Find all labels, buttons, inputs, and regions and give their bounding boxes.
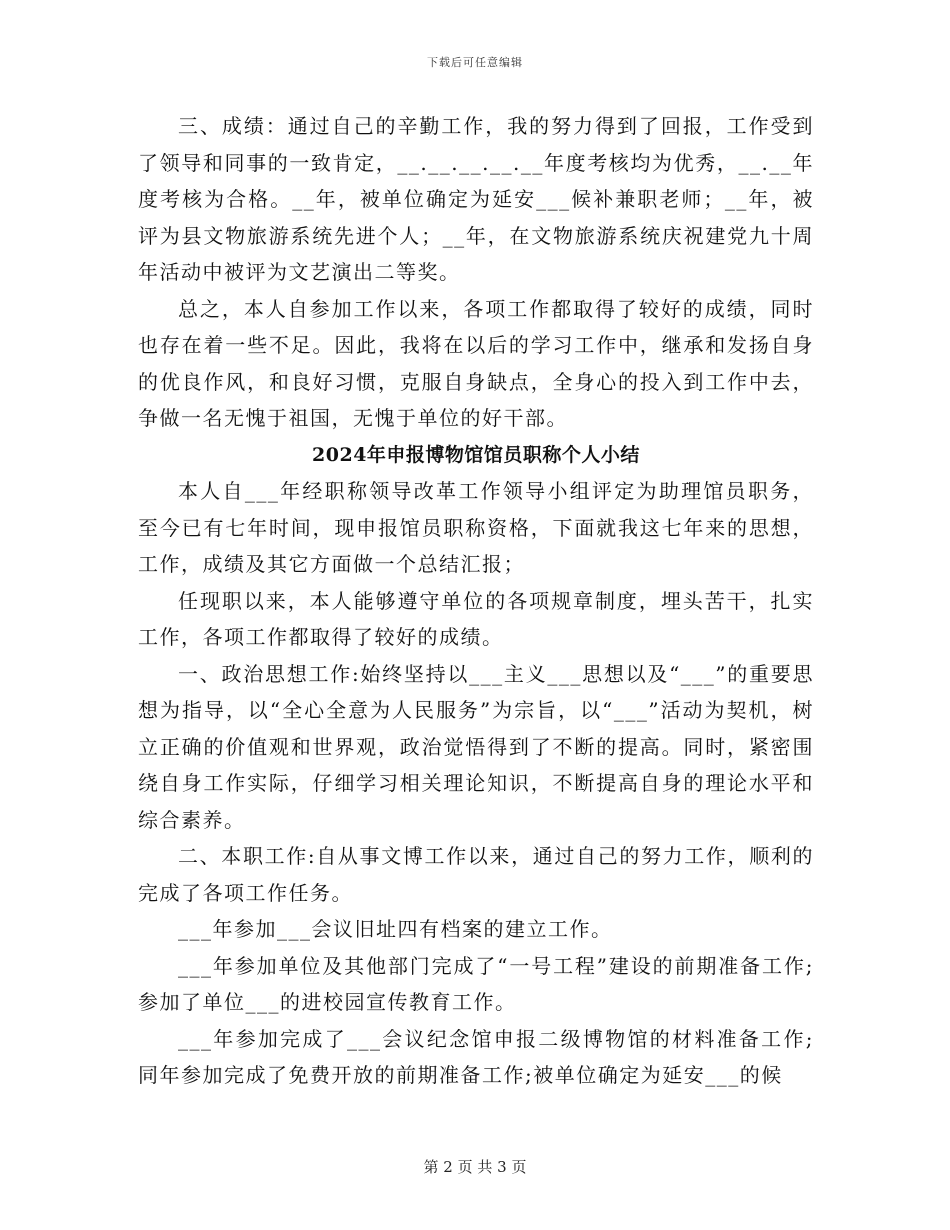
paragraph-summary: 总之，本人自参加工作以来，各项工作都取得了较好的成绩，同时也存在着一些不足。因此，我将在以后的学习工作中，继承和发扬自身的优良作风，和良好习惯，克服自身缺点，全身心的投入到工作中去，争做一名无愧于祖国，无愧于单位的好干部。 bbox=[138, 296, 814, 430]
paragraph-item-archives: ___年参加___会议旧址四有档案的建立工作。 bbox=[178, 917, 613, 941]
paragraph-achievements: 三、成绩：通过自己的辛勤工作，我的努力得到了回报，工作受到了领导和同事的一致肯定，__.__.__.__.__年度考核均为优秀，__.__年度考核为合格。__年，被单位确定为延安___候补兼职老师；__年，被评为县文物旅游系统先进个人；__年，在文物旅游系统庆祝建党九十周年活动中被评为文艺演出二等奖。 bbox=[138, 114, 814, 284]
paragraph-item-project: ___年参加单位及其他部门完成了“一号工程”建设的前期准备工作;参加了单位___的进校园宣传教育工作。 bbox=[138, 953, 814, 1014]
document-body bbox=[138, 108, 814, 1094]
document-title: 2024年申报博物馆馆员职称个人小结 bbox=[312, 443, 640, 466]
paragraph-item-museum: ___年参加完成了___会议纪念馆申报二级博物馆的材料准备工作;同年参加完成了免费开放的前期准备工作;被单位确定为延安___的候 bbox=[138, 1026, 814, 1087]
paragraph-overview: 任现职以来，本人能够遵守单位的各项规章制度，埋头苦干，扎实工作，各项工作都取得了较好的成绩。 bbox=[138, 588, 814, 649]
paragraph-duties: 二、本职工作:自从事文博工作以来，通过自己的努力工作，顺利的完成了各项工作任务。 bbox=[138, 844, 814, 905]
paragraph-political: 一、政治思想工作:始终坚持以___主义___思想以及“___”的重要思想为指导，以“全心全意为人民服务”为宗旨，以“___”活动为契机，树立正确的价值观和世界观，政治觉悟得到了不断的提高。同时，紧密围绕自身工作实际，仔细学习相关理论知识，不断提高自身的理论水平和综合素养。 bbox=[138, 661, 814, 832]
paragraph-opening: 本人自___年经职称领导改革工作领导小组评定为助理馆员职务，至今已有七年时间，现申报馆员职称资格，下面就我这七年来的思想，工作，成绩及其它方面做一个总结汇报； bbox=[138, 479, 814, 576]
page-number: 第 2 页 共 3 页 bbox=[423, 1158, 527, 1176]
header-note: 下载后可任意编辑 bbox=[427, 56, 523, 69]
